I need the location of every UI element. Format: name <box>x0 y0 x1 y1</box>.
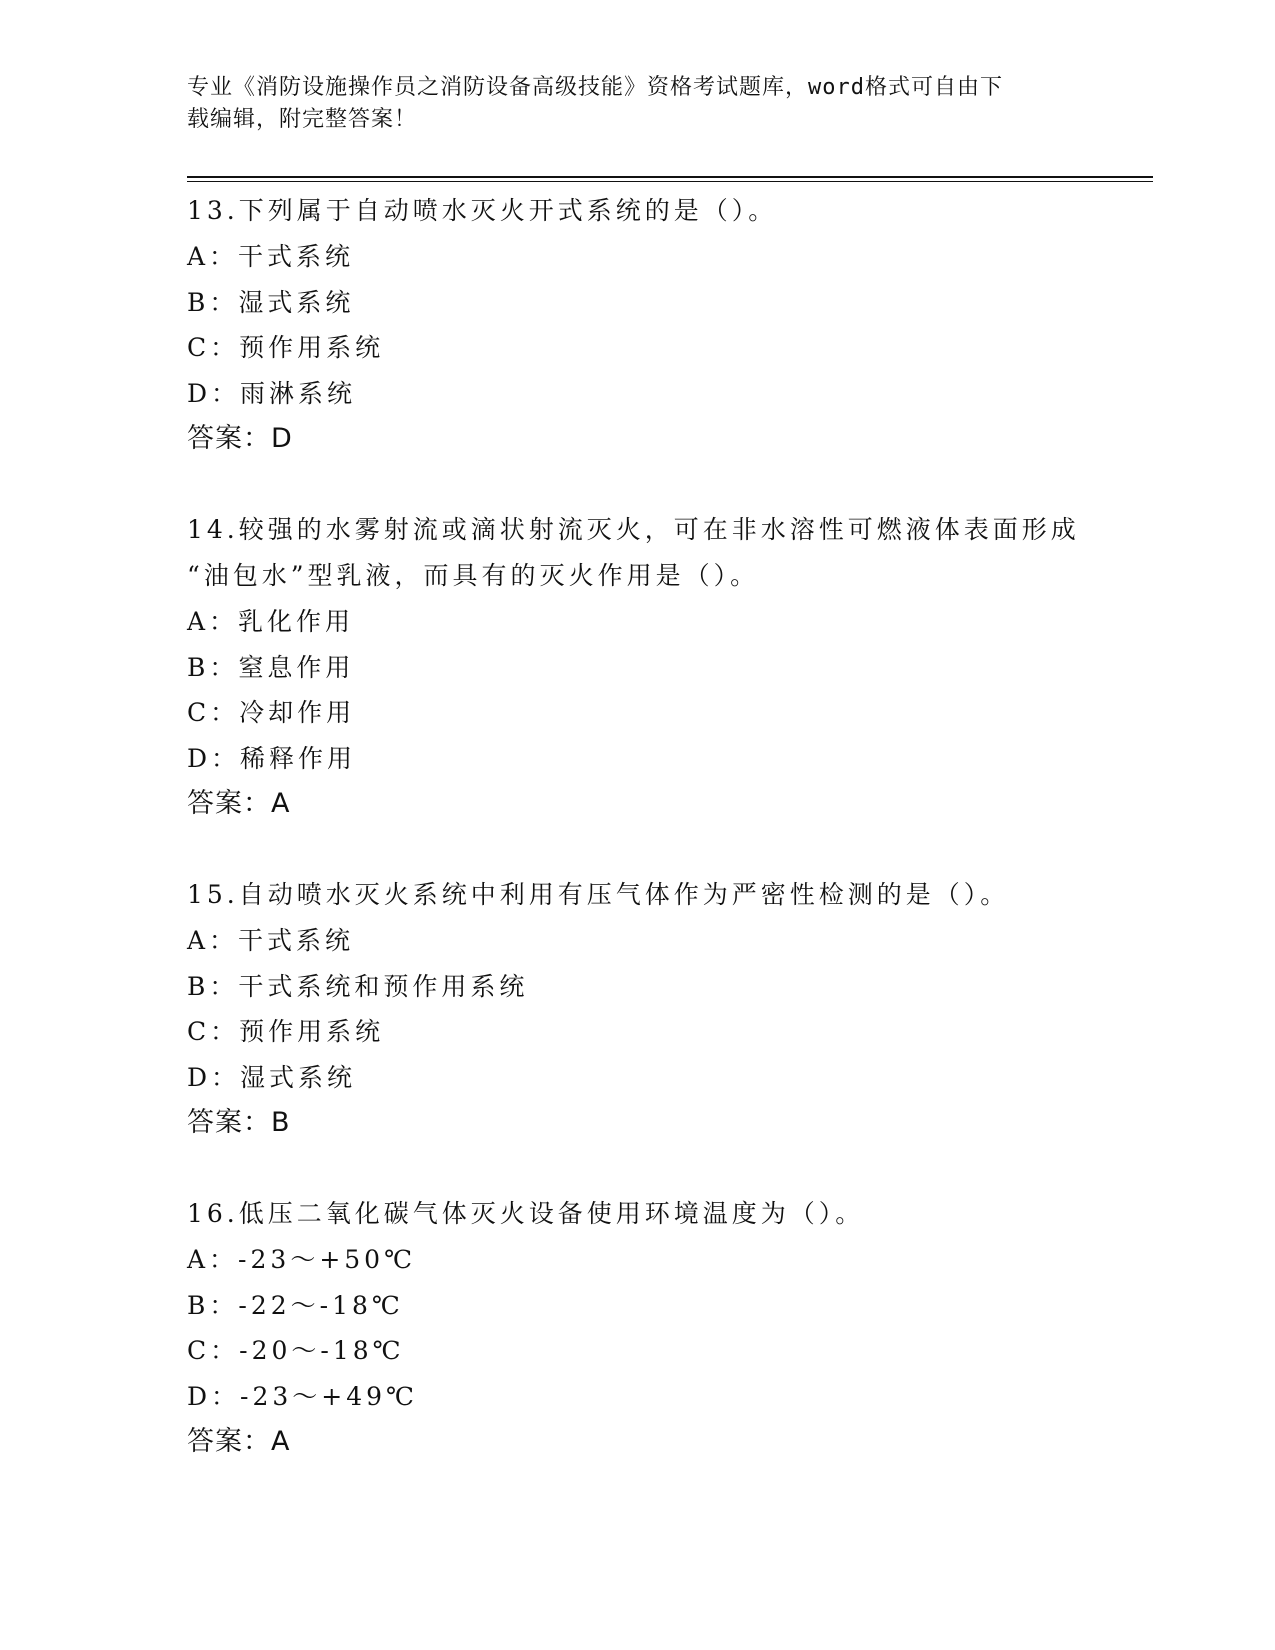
answer-text: 答案：B <box>187 1107 291 1138</box>
option-b: B：湿式系统 <box>187 287 355 317</box>
question-15 <box>187 872 1107 1146</box>
header-divider-thick <box>187 176 1153 178</box>
question-14 <box>187 507 1107 827</box>
answer-text: 答案：A <box>187 1426 291 1457</box>
document-header <box>187 72 1087 136</box>
option-a: A：-23～+50℃ <box>187 1245 417 1274</box>
question-text-continued: “油包水”型乳液，而具有的灭火作用是（）。 <box>187 561 760 590</box>
question-text: 16.低压二氧化碳气体灭火设备使用环境温度为（）。 <box>187 1199 865 1228</box>
option-b: B：干式系统和预作用系统 <box>187 971 529 1001</box>
header-line-2: 载编辑，附完整答案！ <box>187 107 418 132</box>
header-line-1: 专业《消防设施操作员之消防设备高级技能》资格考试题库，word格式可自由下 <box>187 75 1003 100</box>
option-b: B：-22～-18℃ <box>187 1290 404 1320</box>
option-b: B：窒息作用 <box>187 652 355 682</box>
question-list <box>187 188 1107 1510</box>
option-d: D：稀释作用 <box>187 743 357 773</box>
option-a: A：干式系统 <box>187 926 355 955</box>
option-d: D：湿式系统 <box>187 1062 357 1092</box>
option-c: C：-20～-18℃ <box>187 1336 405 1365</box>
option-a: A：乳化作用 <box>187 607 355 636</box>
question-16 <box>187 1191 1107 1465</box>
option-d: D：雨淋系统 <box>187 378 357 408</box>
question-text: 13.下列属于自动喷水灭火开式系统的是（）。 <box>187 196 778 225</box>
option-c: C：预作用系统 <box>187 333 385 362</box>
question-text: 15.自动喷水灭火系统中利用有压气体作为严密性检测的是（）。 <box>187 880 1010 909</box>
option-d: D：-23～+49℃ <box>187 1381 419 1411</box>
option-a: A：干式系统 <box>187 242 355 271</box>
header-divider-thin <box>187 181 1153 182</box>
question-text: 14.较强的水雾射流或滴状射流灭火，可在非水溶性可燃液体表面形成 <box>187 515 1080 544</box>
answer-text: 答案：A <box>187 788 291 819</box>
option-c: C：冷却作用 <box>187 698 356 727</box>
question-13 <box>187 188 1107 462</box>
option-c: C：预作用系统 <box>187 1017 385 1046</box>
answer-text: 答案：D <box>187 423 293 454</box>
